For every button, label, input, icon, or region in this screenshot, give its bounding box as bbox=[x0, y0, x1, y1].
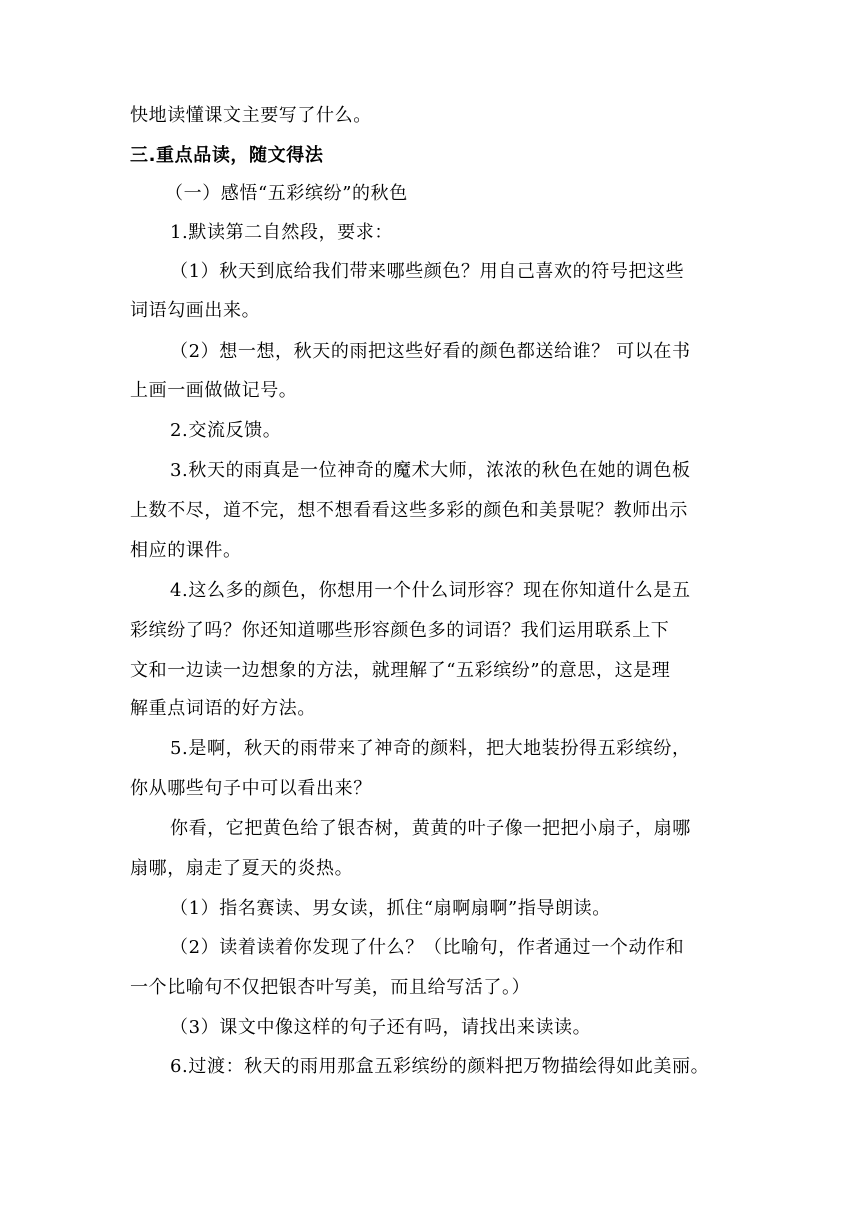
text-line: 3.秋天的雨真是一位神奇的魔术大师，浓浓的秋色在她的调色板 bbox=[170, 460, 691, 481]
text-line: 词语勾画出来。 bbox=[130, 300, 261, 321]
text-line: 相应的课件。 bbox=[130, 540, 242, 561]
text-line: 彩缤纷了吗？你还知道哪些形容颜色多的词语？我们运用联系上下 bbox=[130, 620, 670, 641]
text-line: 解重点词语的好方法。 bbox=[130, 698, 316, 719]
text-line: 2.交流反馈。 bbox=[170, 420, 282, 441]
text-line: 扇哪，扇走了夏天的炎热。 bbox=[130, 858, 354, 879]
text-line: （1）指名赛读、男女读，抓住“扇啊扇啊”指导朗读。 bbox=[170, 898, 611, 919]
text-line: 上画一画做做记号。 bbox=[130, 380, 298, 401]
text-line: 文和一边读一边想象的方法，就理解了“五彩缤纷”的意思，这是理 bbox=[130, 660, 671, 681]
text-line: （2）想一想，秋天的雨把这些好看的颜色都送给谁？ 可以在书 bbox=[170, 341, 691, 362]
section-heading: 三.重点品读，随文得法 bbox=[130, 145, 324, 166]
text-line: 快地读懂课文主要写了什么。 bbox=[130, 105, 372, 126]
text-line: （1）秋天到底给我们带来哪些颜色？用自己喜欢的符号把这些 bbox=[170, 261, 685, 282]
text-line: （2）读着读着你发现了什么？（比喻句，作者通过一个动作和 bbox=[170, 937, 685, 958]
text-line: （3）课文中像这样的句子还有吗，请找出来读读。 bbox=[170, 1017, 592, 1038]
text-line: 5.是啊，秋天的雨带来了神奇的颜料，把大地装扮得五彩缤纷， bbox=[170, 738, 691, 759]
text-line: 4.这么多的颜色，你想用一个什么词形容？现在你知道什么是五 bbox=[170, 580, 691, 601]
text-line: 6.过渡：秋天的雨用那盒五彩缤纷的颜料把万物描绘得如此美丽。 bbox=[170, 1056, 710, 1077]
text-line: 一个比喻句不仅把银杏叶写美，而且给写活了。） bbox=[130, 977, 531, 998]
text-line: 上数不尽，道不完，想不想看看这些多彩的颜色和美景呢？教师出示 bbox=[130, 500, 688, 521]
subsection-heading: （一）感悟“五彩缤纷”的秋色 bbox=[165, 183, 408, 204]
text-line: 1.默读第二自然段，要求： bbox=[170, 222, 393, 243]
text-line: 你看，它把黄色给了银杏树，黄黄的叶子像一把把小扇子，扇哪 bbox=[170, 818, 691, 839]
text-line: 你从哪些句子中可以看出来？ bbox=[130, 778, 372, 799]
